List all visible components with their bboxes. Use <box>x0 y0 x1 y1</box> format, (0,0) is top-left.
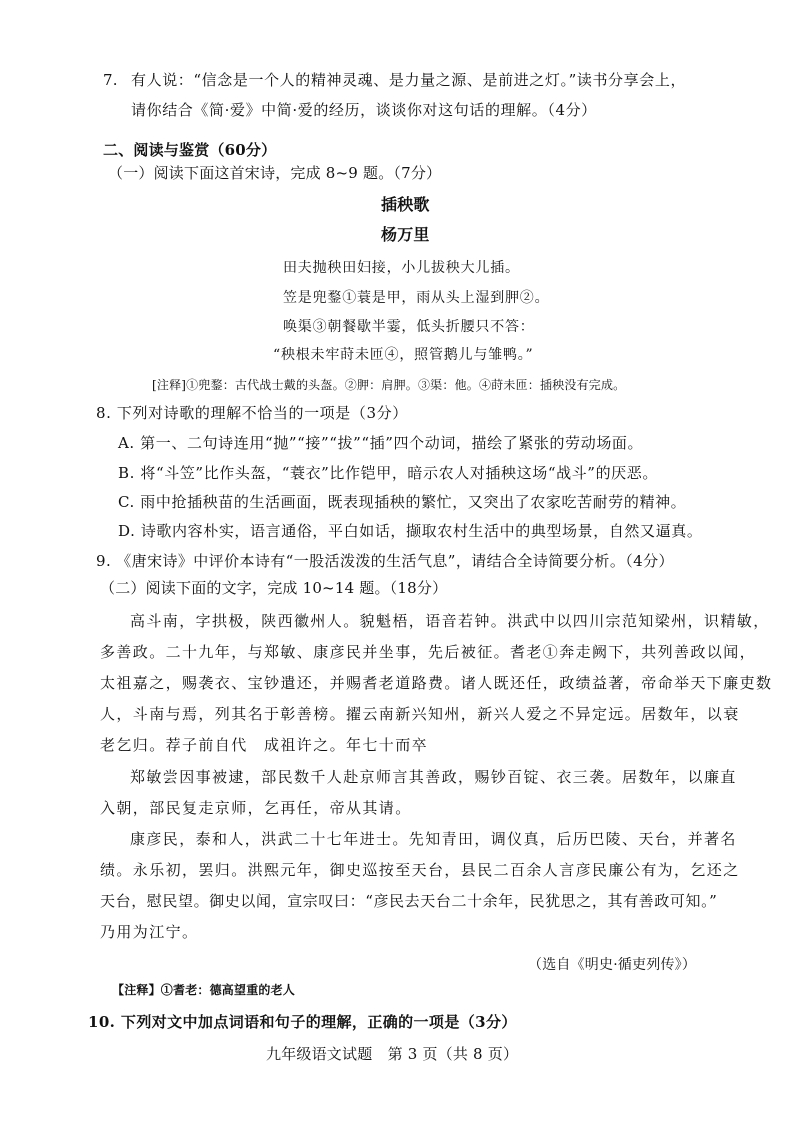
q8-option-c: C. 雨中抢插秧苗的生活画面，既表现插秧的繁忙，又突出了农家吃苦耐劳的精神。 <box>118 493 687 511</box>
q8-option-b: B. 将“斗笠”比作头盔，“蓑衣”比作铠甲，暗示农人对插秧这场“战斗”的厌恶。 <box>118 464 658 482</box>
passage-note: 【注释】①耆老：德高望重的老人 <box>112 983 296 997</box>
part1-intro: （一）阅读下面这首宋诗，完成 8~9 题。（7分） <box>108 164 442 182</box>
section-heading: 二、阅读与鉴赏（60分） <box>103 141 277 159</box>
poem-title: 插秧歌 <box>381 195 430 214</box>
passage-line: 康彦民，泰和人，洪武二十七年进士。先知青田，调仪真，后历巴陵、天台，并著名 <box>130 830 737 848</box>
page-footer: 九年级语文试题 第 3 页（共 8 页） <box>266 1045 519 1063</box>
poem-note: [注释]①兜鍪：古代战士戴的头盔。②胛：肩胛。③渠：他。④莳未匝：插秧没有完成。 <box>152 378 626 392</box>
passage-line: 老乞归。荐子前自代 成祖许之。年七十而卒 <box>100 736 429 754</box>
passage-line: 多善政。二十九年，与郑敏、康彦民并坐事，先后被征。耆老①奔走阙下，共列善政以闻， <box>100 643 757 661</box>
poem-line: 笠是兜鍪①蓑是甲，雨从头上湿到胛②。 <box>283 290 550 306</box>
poem-line: 田夫抛秧田妇接，小儿拔秧大儿插。 <box>283 260 520 276</box>
poem-line: “秧根未牢莳未匝④，照管鹅儿与雏鸭。” <box>273 347 534 363</box>
part2-intro: （二）阅读下面的文字，完成 10~14 题。（18分） <box>100 579 448 597</box>
passage-line: 高斗南，字拱极，陕西徽州人。貌魁梧，语音若钟。洪武中以四川宗范知梁州，识精敏， <box>130 612 770 630</box>
poem-author: 杨万里 <box>381 225 430 244</box>
passage-line: 入朝，部民复走京师，乞再任，帝从其请。 <box>100 799 412 817</box>
passage-source: （选自《明史·循吏列传》） <box>528 957 697 973</box>
passage-line: 乃用为江宁。 <box>100 923 199 941</box>
q8-stem: 8. 下列对诗歌的理解不恰当的一项是（3分） <box>96 404 408 422</box>
passage-line: 郑敏尝因事被逮，部民数千人赴京师言其善政，赐钞百锭、衣三袭。居数年，以廉直 <box>130 768 737 786</box>
passage-line: 绩。永乐初，罢归。洪熙元年，御史巡按至天台，县民二百余人言彦民廉公有为，乞还之 <box>100 861 740 879</box>
q8-option-d: D. 诗歌内容朴实，语言通俗，平白如话，撷取农村生活中的典型场景，自然又逼真。 <box>118 522 703 540</box>
passage-line: 太祖嘉之，赐袭衣、宝钞遣还，并赐耆老道路费。诸人既还任，政绩益著，帝命举天下廉吏数 <box>100 674 773 692</box>
q8-option-a: A. 第一、二句诗连用“抛”“接”“拔”“插”四个动词，描绘了紧张的劳动场面。 <box>118 434 644 452</box>
q7-line2: 请你结合《简·爱》中简·爱的经历，谈谈你对这句话的理解。（4分） <box>131 101 597 119</box>
passage-line: 天台，慰民望。御史以闻，宣宗叹曰：“彦民去天台二十余年，民犹思之，其有善政可知。” <box>100 892 718 910</box>
poem-line: 唤渠③朝餐歇半霎，低头折腰只不答： <box>283 319 535 335</box>
q7-line1: 有人说：“信念是一个人的精神灵魂、是力量之源、是前进之灯。”读书分享会上， <box>131 71 687 89</box>
q9-stem: 9. 《唐宋诗》中评价本诗有“一股活泼泼的生活气息”，请结合全诗简要分析。（4分） <box>96 552 674 570</box>
q10-stem: 10. 下列对文中加点词语和句子的理解，正确的一项是（3分） <box>88 1013 517 1031</box>
q7-number: 7. <box>103 71 118 89</box>
passage-line: 人，斗南与焉，列其名于彰善榜。擢云南新兴知州，新兴人爱之不异定远。居数年，以衰 <box>100 705 740 723</box>
